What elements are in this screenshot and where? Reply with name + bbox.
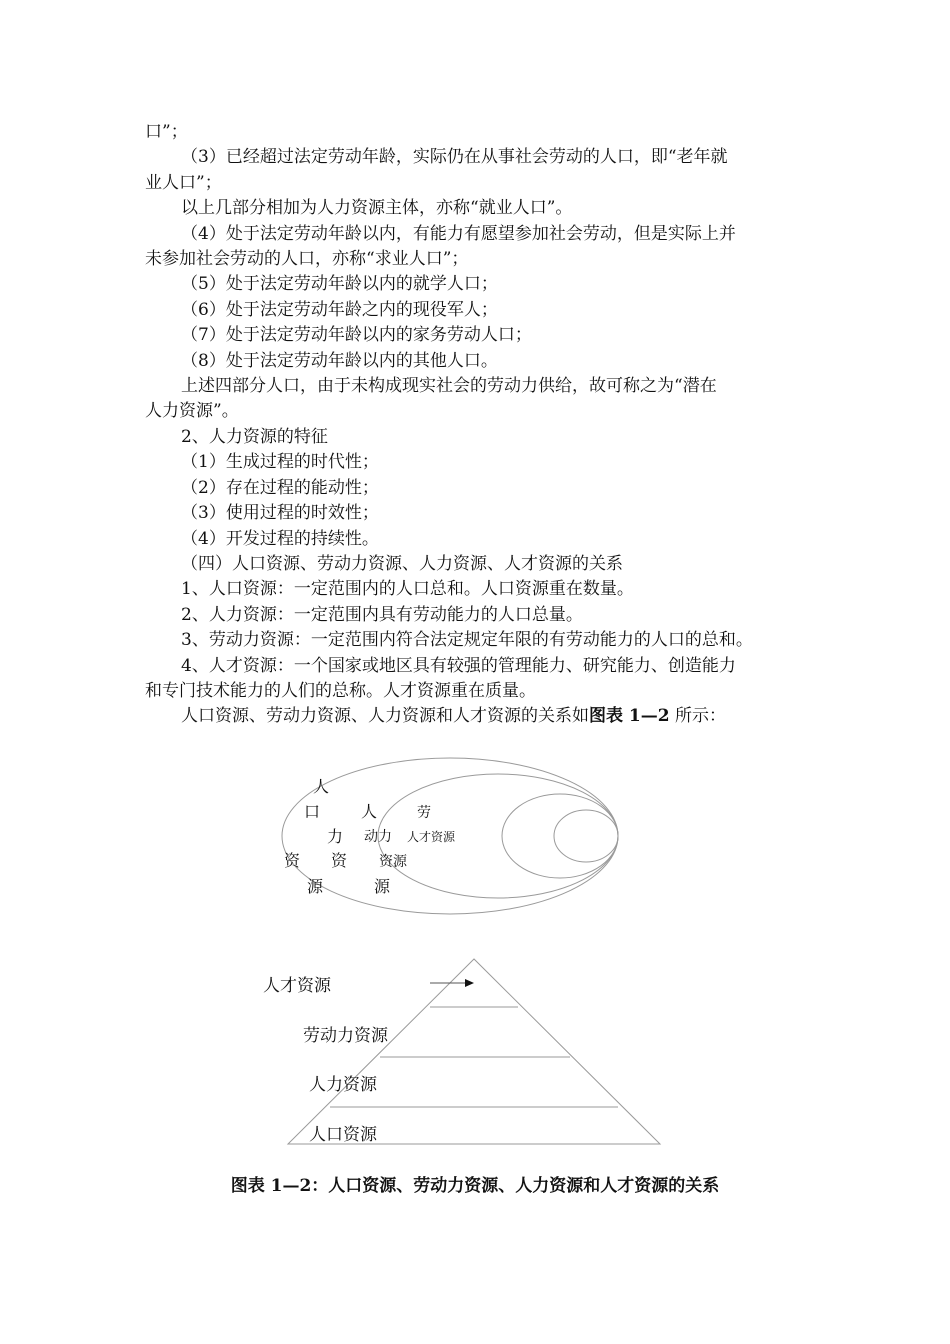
- pyramid-arrow-head: [465, 979, 474, 987]
- body-paragraph: （3）使用过程的时效性；: [181, 503, 379, 524]
- pyramid-label-laodongli: 劳动力资源: [303, 1026, 388, 1046]
- body-paragraph: （8）处于法定劳动年龄以内的其他人口。: [181, 350, 498, 371]
- ellipse-rencai: [554, 810, 618, 862]
- pyramid-label-renkou: 人口资源: [309, 1125, 377, 1145]
- body-paragraph: 未参加社会劳动的人口，亦称“求业人口”；: [145, 249, 469, 270]
- body-paragraph: 2、人力资源：一定范围内具有劳动能力的人口总量。: [181, 604, 583, 625]
- figure-ref-bold: 图表 1—2: [589, 706, 670, 727]
- body-paragraph: （四）人口资源、劳动力资源、人力资源、人才资源的关系: [181, 553, 623, 574]
- body-paragraph: 和专门技术能力的人们的总称。人才资源重在质量。: [145, 680, 536, 701]
- body-paragraph: 4、人才资源：一个国家或地区具有较强的管理能力、研究能力、创造能力: [181, 655, 736, 676]
- body-paragraph: 口”；: [145, 122, 188, 142]
- pyramid-diagram: [288, 959, 660, 1144]
- body-paragraph: 以上几部分相加为人力资源主体，亦称“就业人口”。: [181, 198, 573, 219]
- ellipse-label-renkou-1: 人: [313, 777, 330, 796]
- body-paragraph: 3、劳动力资源：一定范围内符合法定规定年限的有劳动能力的人口的总和。: [181, 630, 753, 651]
- body-paragraph: （5）处于法定劳动年龄以内的就学人口；: [181, 274, 498, 295]
- ellipse-label-laodongli-2: 动力: [364, 829, 392, 845]
- body-paragraph: （2）存在过程的能动性；: [181, 477, 379, 498]
- ellipse-laodongli: [502, 794, 618, 878]
- body-paragraph: （7）处于法定劳动年龄以内的家务劳动人口；: [181, 325, 532, 346]
- figure-ref-after: 所示：: [669, 706, 726, 727]
- ellipse-label-laodongli-3: 资源: [379, 854, 407, 870]
- body-paragraph: （1）生成过程的时代性；: [181, 452, 379, 473]
- ellipse-label-laodongli-1: 劳: [417, 805, 431, 821]
- ellipse-label-renkou-2: 口: [304, 802, 321, 821]
- ellipse-label-renkou-4: 源: [307, 877, 324, 896]
- body-paragraph: （6）处于法定劳动年龄之内的现役军人；: [181, 299, 498, 320]
- figure-caption: 图表 1—2：人口资源、劳动力资源、人力资源和人才资源的关系: [230, 1176, 720, 1196]
- body-paragraph: （4）开发过程的持续性。: [181, 528, 379, 549]
- ellipse-label-rencai: 人才资源: [407, 830, 456, 844]
- ellipse-label-renli-1: 人: [361, 802, 378, 821]
- ellipse-label-renli-3: 资: [331, 851, 348, 870]
- body-paragraph: （4）处于法定劳动年龄以内，有能力有愿望参加社会劳动，但是实际上并: [181, 223, 736, 244]
- ellipse-label-renli-2: 力: [327, 827, 344, 846]
- body-paragraph: 业人口”；: [145, 172, 222, 193]
- body-paragraph: 2、人力资源的特征: [181, 426, 328, 447]
- pyramid-label-renli: 人力资源: [309, 1075, 377, 1095]
- figure-ref-before: 人口资源、劳动力资源、人力资源和人才资源的关系如: [181, 706, 589, 727]
- pyramid-label-rencai: 人才资源: [263, 976, 331, 996]
- ellipse-label-renkou-3: 资: [284, 851, 301, 870]
- body-paragraph: 上述四部分人口，由于未构成现实社会的劳动力供给，故可称之为“潜在: [181, 376, 717, 397]
- ellipse-label-renli-4: 源: [374, 877, 391, 896]
- body-paragraph: 1、人口资源：一定范围内的人口总和。人口资源重在数量。: [181, 579, 634, 600]
- body-paragraph: 人力资源”。: [145, 401, 239, 422]
- pyramid-outline: [288, 959, 660, 1144]
- body-paragraph: （3）已经超过法定劳动年龄，实际仍在从事社会劳动的人口，即“老年就: [181, 147, 728, 168]
